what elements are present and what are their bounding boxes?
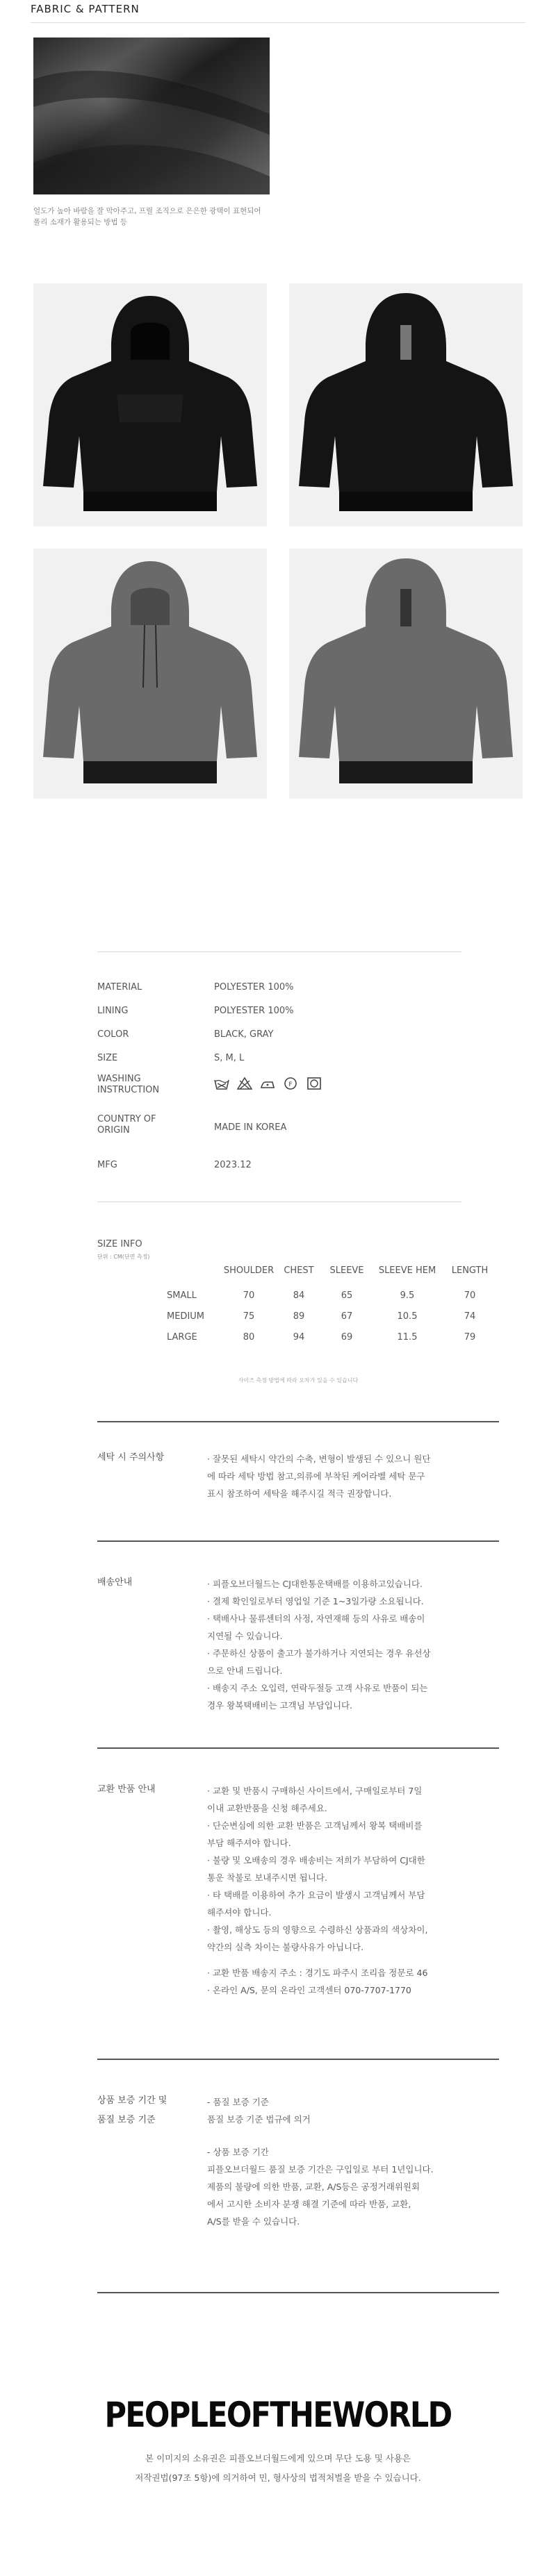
size-cell: 65 bbox=[341, 1290, 353, 1301]
warranty-title-line: 상품 보증 기간 및 bbox=[97, 2095, 167, 2106]
exchange-body bbox=[207, 1782, 499, 1999]
shipping-line: · 주문하신 상품이 출고가 불가하거나 지연되는 경우 유선상 bbox=[207, 1648, 431, 1659]
exchange-line: 부담 해주셔야 합니다. bbox=[207, 1838, 291, 1848]
shipping-line: · 결제 확인일로부터 영업일 기준 1~3일가량 소요됩니다. bbox=[207, 1596, 424, 1606]
care-line: 표시 참조하여 세탁을 해주시길 적극 권장합니다. bbox=[207, 1488, 392, 1499]
exchange-line: 통운 착불로 보내주시면 됩니다. bbox=[207, 1872, 327, 1883]
care-title: 세탁 시 주의사항 bbox=[97, 1452, 165, 1463]
shipping-line: 지연될 수 있습니다. bbox=[207, 1631, 283, 1641]
size-cell: 70 bbox=[464, 1290, 476, 1301]
shipping-line: · 배송지 주소 오입력, 연락두절등 고객 사유로 반품이 되는 bbox=[207, 1683, 428, 1693]
exchange-line: · 온라인 A/S, 문의 온라인 고객센터 070-7707-1770 bbox=[207, 1985, 411, 1995]
size-header: SLEEVE bbox=[329, 1265, 364, 1276]
warranty-line: 피플오브더월드 품질 보증 기간은 구입일로 부터 1년입니다. bbox=[207, 2164, 434, 2175]
spec-value: POLYESTER 100% bbox=[214, 1006, 294, 1016]
shipping-line: · 택배사나 물류센터의 사정, 자연재해 등의 사유로 배송이 bbox=[207, 1613, 425, 1624]
black-front-photo bbox=[33, 283, 267, 526]
exchange-line: · 촬영, 해상도 등의 영향으로 수령하신 상품과의 색상차이, bbox=[207, 1925, 428, 1935]
shipping-line: 으로 안내 드립니다. bbox=[207, 1665, 283, 1676]
divider bbox=[97, 1421, 499, 1422]
spec-key: WASHING INSTRUCTION bbox=[97, 1074, 160, 1095]
spec-key: LINING bbox=[97, 1006, 129, 1016]
warranty-body bbox=[207, 2093, 499, 2230]
shipping-line: · 피플오브더월드는 CJ대한통운택배를 이용하고있습니다. bbox=[207, 1579, 423, 1589]
exchange-line: 약간의 실측 차이는 불량사유가 아닙니다. bbox=[207, 1942, 364, 1952]
svg-text:F: F bbox=[288, 1081, 293, 1088]
size-cell: 94 bbox=[293, 1332, 305, 1343]
shipping-body bbox=[207, 1575, 499, 1714]
spec-value: S, M, L bbox=[214, 1053, 245, 1063]
spec-value: POLYESTER 100% bbox=[214, 982, 294, 992]
spec-key: MATERIAL bbox=[97, 982, 142, 992]
spec-value: 2023.12 bbox=[214, 1160, 252, 1170]
warranty-title-line: 품질 보증 기준 bbox=[97, 2115, 156, 2125]
size-cell: 11.5 bbox=[397, 1332, 418, 1343]
dry-icon bbox=[306, 1077, 322, 1090]
size-header: LENGTH bbox=[451, 1265, 489, 1276]
brand-logo: PEOPLEOFTHEWORLD bbox=[104, 2395, 452, 2435]
size-cell: 89 bbox=[293, 1311, 305, 1322]
black-back-photo bbox=[289, 283, 523, 526]
divider bbox=[31, 22, 525, 23]
size-info-unit: 단위 : CM(단면 측정) bbox=[97, 1254, 150, 1260]
warranty-line: - 품질 보증 기준 bbox=[207, 2097, 269, 2107]
fabric-caption: 얼도가 높아 바람을 잘 막아주고, 프릴 조직으로 은은한 광택이 표현되어 폴리 소재가 활용되는 방법 등 bbox=[33, 207, 261, 226]
size-cell: 9.5 bbox=[400, 1290, 415, 1301]
hand-wash-icon bbox=[214, 1077, 229, 1090]
size-cell: 79 bbox=[464, 1332, 476, 1343]
care-icons bbox=[214, 1077, 327, 1090]
size-cell: 80 bbox=[243, 1332, 255, 1343]
spec-key: MFG bbox=[97, 1160, 117, 1170]
copyright-line: 본 이미지의 소유권은 피플오브더월드에게 있으며 무단 도용 및 사용은 bbox=[145, 2453, 411, 2463]
no-bleach-icon bbox=[237, 1077, 252, 1090]
size-cell: 67 bbox=[341, 1311, 353, 1322]
dry-clean-icon bbox=[283, 1077, 298, 1090]
exchange-title: 교환 반품 안내 bbox=[97, 1784, 156, 1795]
spacer bbox=[207, 2128, 499, 2143]
warranty-title bbox=[97, 2093, 167, 2128]
exchange-line: · 타 택배를 이용하여 추가 요금이 발생시 고객님께서 부담 bbox=[207, 1890, 425, 1900]
shipping-title: 배송안내 bbox=[97, 1577, 133, 1588]
size-row-label: MEDIUM bbox=[167, 1311, 205, 1322]
spec-key: COUNTRY OF ORIGIN bbox=[97, 1114, 156, 1136]
care-line: · 잘못된 세탁시 약간의 수축, 변형이 발생된 수 있으니 원단 bbox=[207, 1454, 431, 1464]
exchange-line: 해주셔야 합니다. bbox=[207, 1907, 272, 1918]
size-cell: 74 bbox=[464, 1311, 476, 1322]
section-title: FABRIC & PATTERN bbox=[31, 3, 140, 15]
size-cell: 75 bbox=[243, 1311, 255, 1322]
spec-value: MADE IN KOREA bbox=[214, 1122, 287, 1133]
gray-back-photo bbox=[289, 549, 523, 799]
size-cell: 69 bbox=[341, 1332, 353, 1343]
size-note: 사이즈 측정 방법에 따라 오차가 있을 수 있습니다 bbox=[238, 1377, 359, 1383]
warranty-line: 제품의 불량에 의한 반품, 교환, A/S등은 공정거래위원회 bbox=[207, 2182, 420, 2192]
care-line: 에 따라 세탁 방법 참고,의류에 부착된 케어라벨 세탁 문구 bbox=[207, 1471, 425, 1481]
exchange-line: · 불량 및 오배송의 경우 배송비는 저희가 부담하여 CJ대한 bbox=[207, 1855, 425, 1865]
size-row-label: LARGE bbox=[167, 1332, 197, 1343]
copyright-notice bbox=[0, 2449, 556, 2488]
size-row-label: SMALL bbox=[167, 1290, 197, 1301]
divider bbox=[97, 2059, 499, 2060]
fabric-swatch-image bbox=[33, 38, 270, 194]
exchange-line: · 단순변심에 의한 교환 반품은 고객님께서 왕복 택배비를 bbox=[207, 1820, 423, 1831]
warranty-line: 에서 고시한 소비자 분쟁 해결 기준에 따라 반품, 교환, bbox=[207, 2199, 411, 2209]
copyright-line: 저작권법(97조 5항)에 의거하여 민, 형사상의 법적처벌을 받을 수 있습니다. bbox=[135, 2473, 421, 2483]
divider bbox=[97, 2292, 499, 2293]
care-body bbox=[207, 1450, 499, 1502]
size-header: SLEEVE HEM bbox=[378, 1265, 436, 1276]
shipping-line: 경우 왕복택배비는 고객님 부담입니다. bbox=[207, 1700, 353, 1711]
size-header: CHEST bbox=[284, 1265, 314, 1276]
size-info-title: SIZE INFO bbox=[97, 1239, 142, 1249]
size-cell: 10.5 bbox=[397, 1311, 418, 1322]
spec-key: COLOR bbox=[97, 1029, 129, 1040]
warranty-line: 품질 보증 기준 법규에 의거 bbox=[207, 2114, 311, 2125]
divider bbox=[97, 1540, 499, 1542]
iron-icon bbox=[260, 1077, 275, 1090]
exchange-line: · 교환 및 반품시 구매하신 사이트에서, 구매일로부터 7일 bbox=[207, 1786, 423, 1796]
exchange-line: · 교환 반품 배송지 주소 : 경기도 파주시 조리읍 정문로 46 bbox=[207, 1968, 428, 1978]
size-cell: 70 bbox=[243, 1290, 255, 1301]
spec-key: SIZE bbox=[97, 1053, 118, 1063]
divider bbox=[97, 1747, 499, 1749]
warranty-line: - 상품 보증 기간 bbox=[207, 2147, 269, 2157]
exchange-line: 이내 교환반품을 신청 해주세요. bbox=[207, 1803, 327, 1813]
spec-value: BLACK, GRAY bbox=[214, 1029, 274, 1040]
warranty-line: A/S를 받을 수 있습니다. bbox=[207, 2216, 300, 2227]
size-cell: 84 bbox=[293, 1290, 305, 1301]
gray-front-photo bbox=[33, 549, 267, 799]
size-header: SHOULDER bbox=[223, 1265, 275, 1276]
spacer bbox=[207, 1956, 499, 1964]
